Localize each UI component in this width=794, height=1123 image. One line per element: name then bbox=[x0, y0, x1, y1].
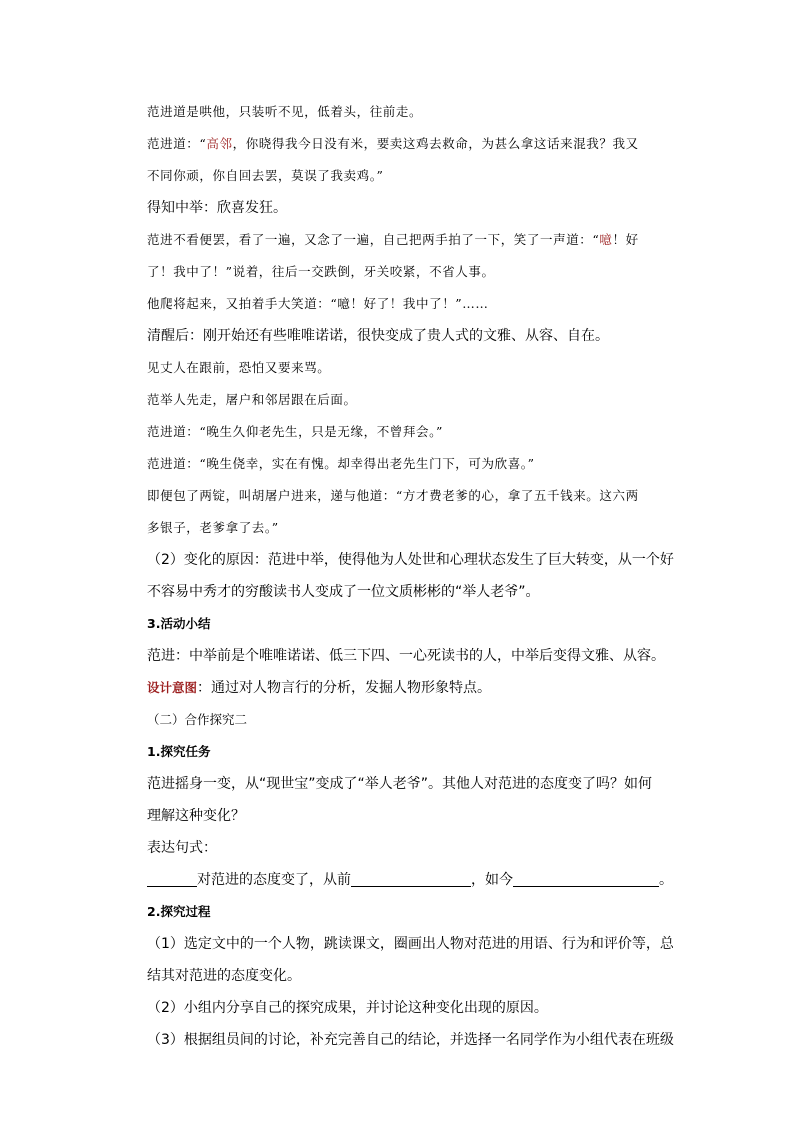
paragraph-line: （1）选定文中的一个人物，跳读课文，圈画出人物对范进的用语、行为和评价等，总 bbox=[147, 936, 674, 952]
quote-line: 范进道是哄他，只装听不见，低着头，往前走。 bbox=[147, 104, 423, 119]
section-heading: 2.探究过程 bbox=[147, 904, 211, 919]
quote-line: 多银子，老爹拿了去。” bbox=[147, 520, 279, 535]
design-intent-line bbox=[147, 678, 491, 698]
paragraph-line: 不容易中秀才的穷酸读书人变成了一位文质彬彬的“举人老爷”。 bbox=[147, 584, 540, 600]
fill-in-sentence bbox=[147, 870, 673, 890]
paragraph-line: 范进摇身一变，从“现世宝”变成了“举人老爷”。其他人对范进的态度变了吗？如何 bbox=[147, 776, 653, 792]
paragraph-line: （2）变化的原因：范进中举，使得他为人处世和心理状态发生了巨大转变，从一个好 bbox=[147, 552, 674, 568]
section-heading: 3.活动小结 bbox=[147, 616, 211, 631]
quote-line bbox=[147, 134, 639, 154]
quote-line: 范举人先走，屠户和邻居跟在后面。 bbox=[147, 392, 357, 407]
answer-blank[interactable] bbox=[513, 871, 659, 887]
sentence-text: 。 bbox=[659, 872, 673, 888]
paragraph-line: 范进：中举前是个唯唯诺诺、低三下四、一心死读书的人，中举后变得文雅、从容。 bbox=[147, 648, 665, 664]
highlighted-word: 高邻 bbox=[206, 136, 233, 151]
paragraph-line: 表达句式： bbox=[147, 840, 217, 856]
quote-line: 不同你顽，你自回去罢，莫误了我卖鸡。” bbox=[147, 168, 384, 183]
sentence-text: ，如今 bbox=[471, 872, 513, 888]
section-label: 得知中举：欣喜发狂。 bbox=[147, 200, 287, 216]
quote-line: 了！我中了！”说着，往后一交跌倒，牙关咬紧，不省人事。 bbox=[147, 264, 495, 279]
answer-blank[interactable] bbox=[351, 871, 471, 887]
quote-text: ，你晓得我今日没有米，要卖这鸡去救命，为甚么拿这话来混我？我又 bbox=[232, 136, 639, 151]
quote-line: 范进道：“晚生久仰老先生，只是无缘，不曾拜会。” bbox=[147, 424, 443, 439]
highlighted-word: 噫 bbox=[599, 232, 613, 247]
quote-text: 范进道：“ bbox=[147, 136, 207, 151]
section-heading: 1.探究任务 bbox=[147, 744, 211, 759]
paragraph-line: （2）小组内分享自己的探究成果，并讨论这种变化出现的原因。 bbox=[147, 1000, 548, 1016]
quote-line: 即便包了两锭，叫胡屠户进来，递与他道：“方才费老爹的心，拿了五千钱来。这六两 bbox=[147, 488, 639, 503]
quote-line bbox=[147, 230, 639, 250]
sentence-text: 对范进的态度变了，从前 bbox=[197, 872, 351, 888]
quote-line: 见丈人在跟前，恐怕又要来骂。 bbox=[147, 360, 331, 375]
paragraph-line: （3）根据组员间的讨论，补充完善自己的结论，并选择一名同学作为小组代表在班级 bbox=[147, 1032, 674, 1048]
section-label: 清醒后：刚开始还有些唯唯诺诺，很快变成了贵人式的文雅、从容、自在。 bbox=[147, 328, 609, 344]
answer-blank[interactable] bbox=[147, 871, 197, 887]
paragraph-line: 结其对范进的态度变化。 bbox=[147, 968, 301, 984]
quote-text: ！好 bbox=[612, 232, 639, 247]
quote-line: 他爬将起来，又拍着手大笑道：“噫！好了！我中了！”…… bbox=[147, 296, 489, 311]
design-intent-text: ：通过对人物言行的分析，发掘人物形象特点。 bbox=[197, 680, 492, 696]
paragraph-line: 理解这种变化？ bbox=[147, 808, 245, 824]
quote-text: 范进不看便罢，看了一遍，又念了一遍，自己把两手拍了一下，笑了一声道：“ bbox=[147, 232, 600, 247]
design-intent-label: 设计意图 bbox=[147, 680, 198, 695]
quote-line: 范进道：“晚生侥幸，实在有愧。却幸得出老先生门下，可为欣喜。” bbox=[147, 456, 535, 471]
section-heading: （二）合作探究二 bbox=[147, 712, 248, 727]
